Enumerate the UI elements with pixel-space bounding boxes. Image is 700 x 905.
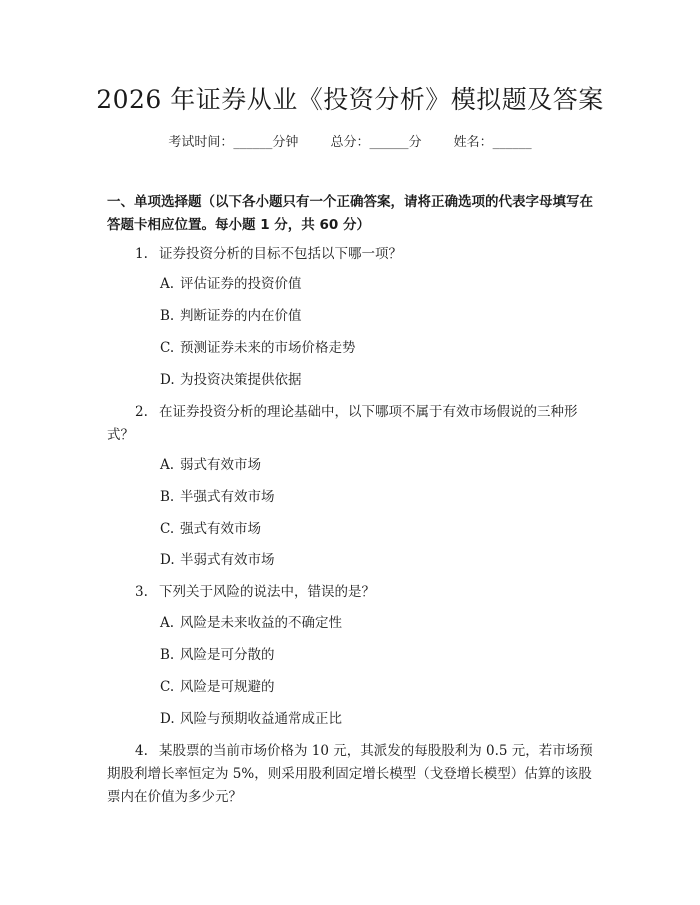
question-1 (107, 243, 600, 266)
option (160, 487, 600, 507)
option-label: B. (160, 308, 175, 324)
option-label: B. (160, 489, 175, 505)
option-text: 风险是未来收益的不确定性 (180, 615, 342, 631)
option-text: 强式有效市场 (180, 521, 261, 537)
option-text: 半强式有效市场 (180, 489, 275, 505)
question-text: 在证券投资分析的理论基础中，以下哪项不属于有效市场假说的三种形式？ (107, 404, 578, 443)
question-number: 4. (135, 743, 148, 759)
option-label: A. (160, 276, 175, 292)
option (160, 613, 600, 633)
option-label: C. (160, 521, 175, 537)
exam-meta (0, 131, 700, 150)
option-text: 为投资决策提供依据 (180, 372, 302, 388)
option (160, 455, 600, 475)
question-2 (107, 401, 600, 447)
option-text: 风险是可分散的 (180, 647, 275, 663)
option-label: D. (160, 372, 175, 388)
page-title: 2026 年证券从业《投资分析》模拟题及答案 (96, 85, 604, 114)
option-text: 风险与预期收益通常成正比 (180, 711, 342, 727)
question-number: 1. (135, 246, 148, 262)
option-text: 半弱式有效市场 (180, 552, 275, 568)
exam-time: 考试时间：______分钟 (168, 135, 299, 150)
option-label: A. (160, 615, 175, 631)
option (160, 709, 600, 729)
option (160, 274, 600, 294)
option-label: C. (160, 340, 175, 356)
option-label: A. (160, 457, 175, 473)
option (160, 677, 600, 697)
option-text: 预测证券未来的市场价格走势 (180, 340, 356, 356)
option-label: D. (160, 711, 175, 727)
question-3 (107, 581, 600, 604)
question-text: 某股票的当前市场价格为 10 元，其派发的每股股利为 0.5 元，若市场预期股利增长率恒定为 5%，则采用股利固定增长模型（戈登增长模型）估算的该股票内在价值为多少元？ (107, 743, 593, 805)
option-label: B. (160, 647, 175, 663)
option (160, 519, 600, 539)
student-name: 姓名：______ (453, 135, 532, 150)
option (160, 338, 600, 358)
section-heading: 一、单项选择题（以下各小题只有一个正确答案，请将正确选项的代表字母填写在答题卡相应位置。每小题 1 分，共 60 分） (107, 194, 593, 233)
option-text: 弱式有效市场 (180, 457, 261, 473)
option-text: 评估证券的投资价值 (180, 276, 302, 292)
question-text: 证券投资分析的目标不包括以下哪一项？ (159, 246, 402, 262)
total-score: 总分：______分 (330, 135, 422, 150)
option (160, 645, 600, 665)
option (160, 550, 600, 570)
question-4 (107, 740, 600, 809)
option (160, 370, 600, 390)
question-text: 下列关于风险的说法中，错误的是？ (159, 584, 375, 600)
option-text: 风险是可规避的 (180, 679, 275, 695)
option-text: 判断证券的内在价值 (180, 308, 302, 324)
question-number: 3. (135, 584, 148, 600)
option-label: D. (160, 552, 175, 568)
option (160, 306, 600, 326)
option-label: C. (160, 679, 175, 695)
question-number: 2. (135, 404, 148, 420)
